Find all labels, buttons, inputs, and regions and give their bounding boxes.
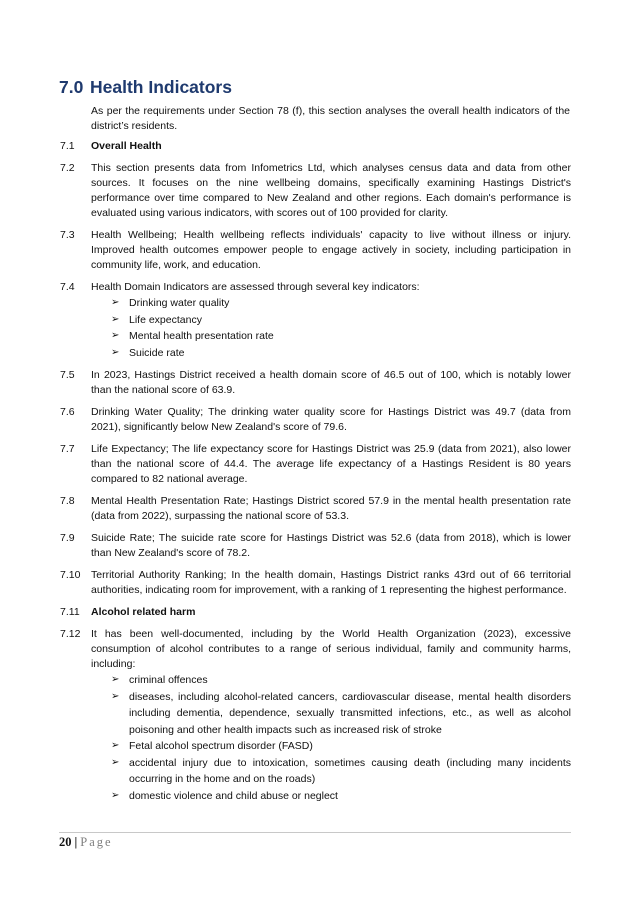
section-item <box>60 605 571 620</box>
subheading: Overall Health <box>91 140 162 152</box>
section-title: Health Indicators <box>90 77 232 97</box>
section-item-body <box>91 531 571 561</box>
section-item-body <box>91 568 571 598</box>
list-item-text: Life expectancy <box>129 313 202 326</box>
paragraph: Territorial Authority Ranking; In the health domain, Hastings District ranks 43rd out of 66 territorial authorities, indicating room for improvement, with a ranking of 1 representing the highest performance. <box>91 569 571 596</box>
arrow-bullet-icon: ➢ <box>111 690 120 702</box>
arrow-bullet-icon: ➢ <box>111 674 120 685</box>
footer-separator: | <box>74 835 78 849</box>
section-item-body <box>91 627 571 804</box>
section-item-body <box>91 368 571 398</box>
paragraph: Life Expectancy; The life expectancy score for Hastings District was 25.9 (data from 2021), also lower than the national score of 44.4. The average life expectancy of a Hastings Resident is 80 years compared to 82 national average. <box>91 443 571 485</box>
section-item-number: 7.10 <box>60 569 81 581</box>
section-item-number: 7.8 <box>60 495 75 507</box>
paragraph: Health Domain Indicators are assessed through several key indicators: <box>91 281 420 293</box>
intro-paragraph: As per the requirements under Section 78 (f), this section analyses the overall health indicators of the district’s residents. <box>91 105 570 132</box>
section-number: 7.0 <box>59 77 84 97</box>
list-item-text: Drinking water quality <box>129 297 230 309</box>
section-item-number: 7.11 <box>60 606 80 618</box>
list-item-text: domestic violence and child abuse or neglect <box>129 789 338 802</box>
section-item <box>60 405 571 435</box>
page-word: Page <box>80 835 113 849</box>
section-item <box>60 161 571 221</box>
paragraph: It has been well-documented, including by the World Health Organization (2023), excessive consumption of alcohol contributes to a range of serious individual, family and community harms, including: <box>91 628 571 670</box>
subheading: Alcohol related harm <box>91 606 196 618</box>
section-item-number: 7.1 <box>60 140 75 152</box>
paragraph: Mental Health Presentation Rate; Hastings District scored 57.9 in the mental health presentation rate (data from 2022), surpassing the national score of 53.3. <box>91 495 571 522</box>
list-item-text: accidental injury due to intoxication, sometimes causing death (including many incidents occurring in the home and on the roads) <box>129 756 571 785</box>
section-item <box>60 531 571 561</box>
section-item-body <box>91 605 571 620</box>
section-item-body <box>91 405 571 435</box>
section-item-number: 7.7 <box>60 443 75 455</box>
arrow-bullet-icon: ➢ <box>111 330 120 341</box>
section-item-body <box>91 139 571 154</box>
section-item <box>60 228 571 273</box>
arrow-bullet-icon: ➢ <box>111 756 120 768</box>
paragraph: Drinking Water Quality; The drinking water quality score for Hastings District was 49.7 (data from 2021), significantly below New Zealand's score of 79.6. <box>91 406 571 433</box>
section-item-number: 7.5 <box>60 369 75 381</box>
list-item-text: criminal offences <box>129 674 208 686</box>
arrow-bullet-icon: ➢ <box>111 313 120 325</box>
arrow-bullet-icon: ➢ <box>111 740 120 751</box>
bullet-list <box>91 295 571 361</box>
section-item <box>60 627 571 804</box>
section-item-body <box>91 494 571 524</box>
section-item-number: 7.3 <box>60 229 75 241</box>
bullet-list <box>91 672 571 804</box>
paragraph: In 2023, Hastings District received a health domain score of 46.5 out of 100, which is notably lower than the national score of 63.9. <box>91 369 571 396</box>
section-item-body <box>91 228 571 273</box>
list-item-text: diseases, including alcohol-related cancers, cardiovascular disease, mental health disorders including dementia, dependence, sexually transmitted infections, etc., as well as alcohol poisoning and other health impacts such as increased risk of stroke <box>129 690 571 736</box>
list-item-text: Fetal alcohol spectrum disorder (FASD) <box>129 740 313 752</box>
section-item <box>60 368 571 398</box>
list-item <box>111 689 571 739</box>
list-item <box>111 788 571 805</box>
list-item-text: Suicide rate <box>129 346 185 359</box>
arrow-bullet-icon: ➢ <box>111 346 120 358</box>
list-item <box>111 755 571 788</box>
section-item <box>60 568 571 598</box>
section-item <box>60 442 571 487</box>
paragraph: This section presents data from Infometrics Ltd, which analyses census data and data from other sources. It focuses on the nine wellbeing domains, specifically examining Hastings District's performance over time compared to New Zealand and other regions. Each domain's performance is evaluated using various indicators, with scores out of 100 provided for clarity. <box>91 162 571 219</box>
section-item-number: 7.12 <box>60 628 81 640</box>
section-item <box>60 139 571 154</box>
numbered-sections <box>60 139 571 811</box>
list-item <box>111 738 571 755</box>
section-item-number: 7.2 <box>60 162 75 174</box>
footer-divider <box>59 832 571 833</box>
section-item <box>60 494 571 524</box>
page-footer <box>59 835 113 850</box>
page-number: 20 <box>59 835 72 849</box>
paragraph: Health Wellbeing; Health wellbeing reflects individuals' capacity to live without illness or injury. Improved health outcomes empower people to engage actively in society, including participation in community life, work, and education. <box>91 229 571 271</box>
list-item <box>111 312 571 329</box>
section-item-number: 7.4 <box>60 281 75 293</box>
section-item-body <box>91 161 571 221</box>
section-item-number: 7.9 <box>60 532 75 544</box>
section-item-body <box>91 442 571 487</box>
section-heading <box>59 77 232 98</box>
paragraph: Suicide Rate; The suicide rate score for Hastings District was 52.6 (data from 2018), which is lower than New Zealand's score of 78.2. <box>91 532 571 559</box>
section-item-number: 7.6 <box>60 406 75 418</box>
section-item-body <box>91 280 571 361</box>
list-item <box>111 345 571 362</box>
list-item-text: Mental health presentation rate <box>129 330 274 342</box>
arrow-bullet-icon: ➢ <box>111 297 120 308</box>
section-item <box>60 280 571 361</box>
arrow-bullet-icon: ➢ <box>111 789 120 801</box>
list-item <box>111 295 571 312</box>
list-item <box>111 328 571 345</box>
list-item <box>111 672 571 689</box>
